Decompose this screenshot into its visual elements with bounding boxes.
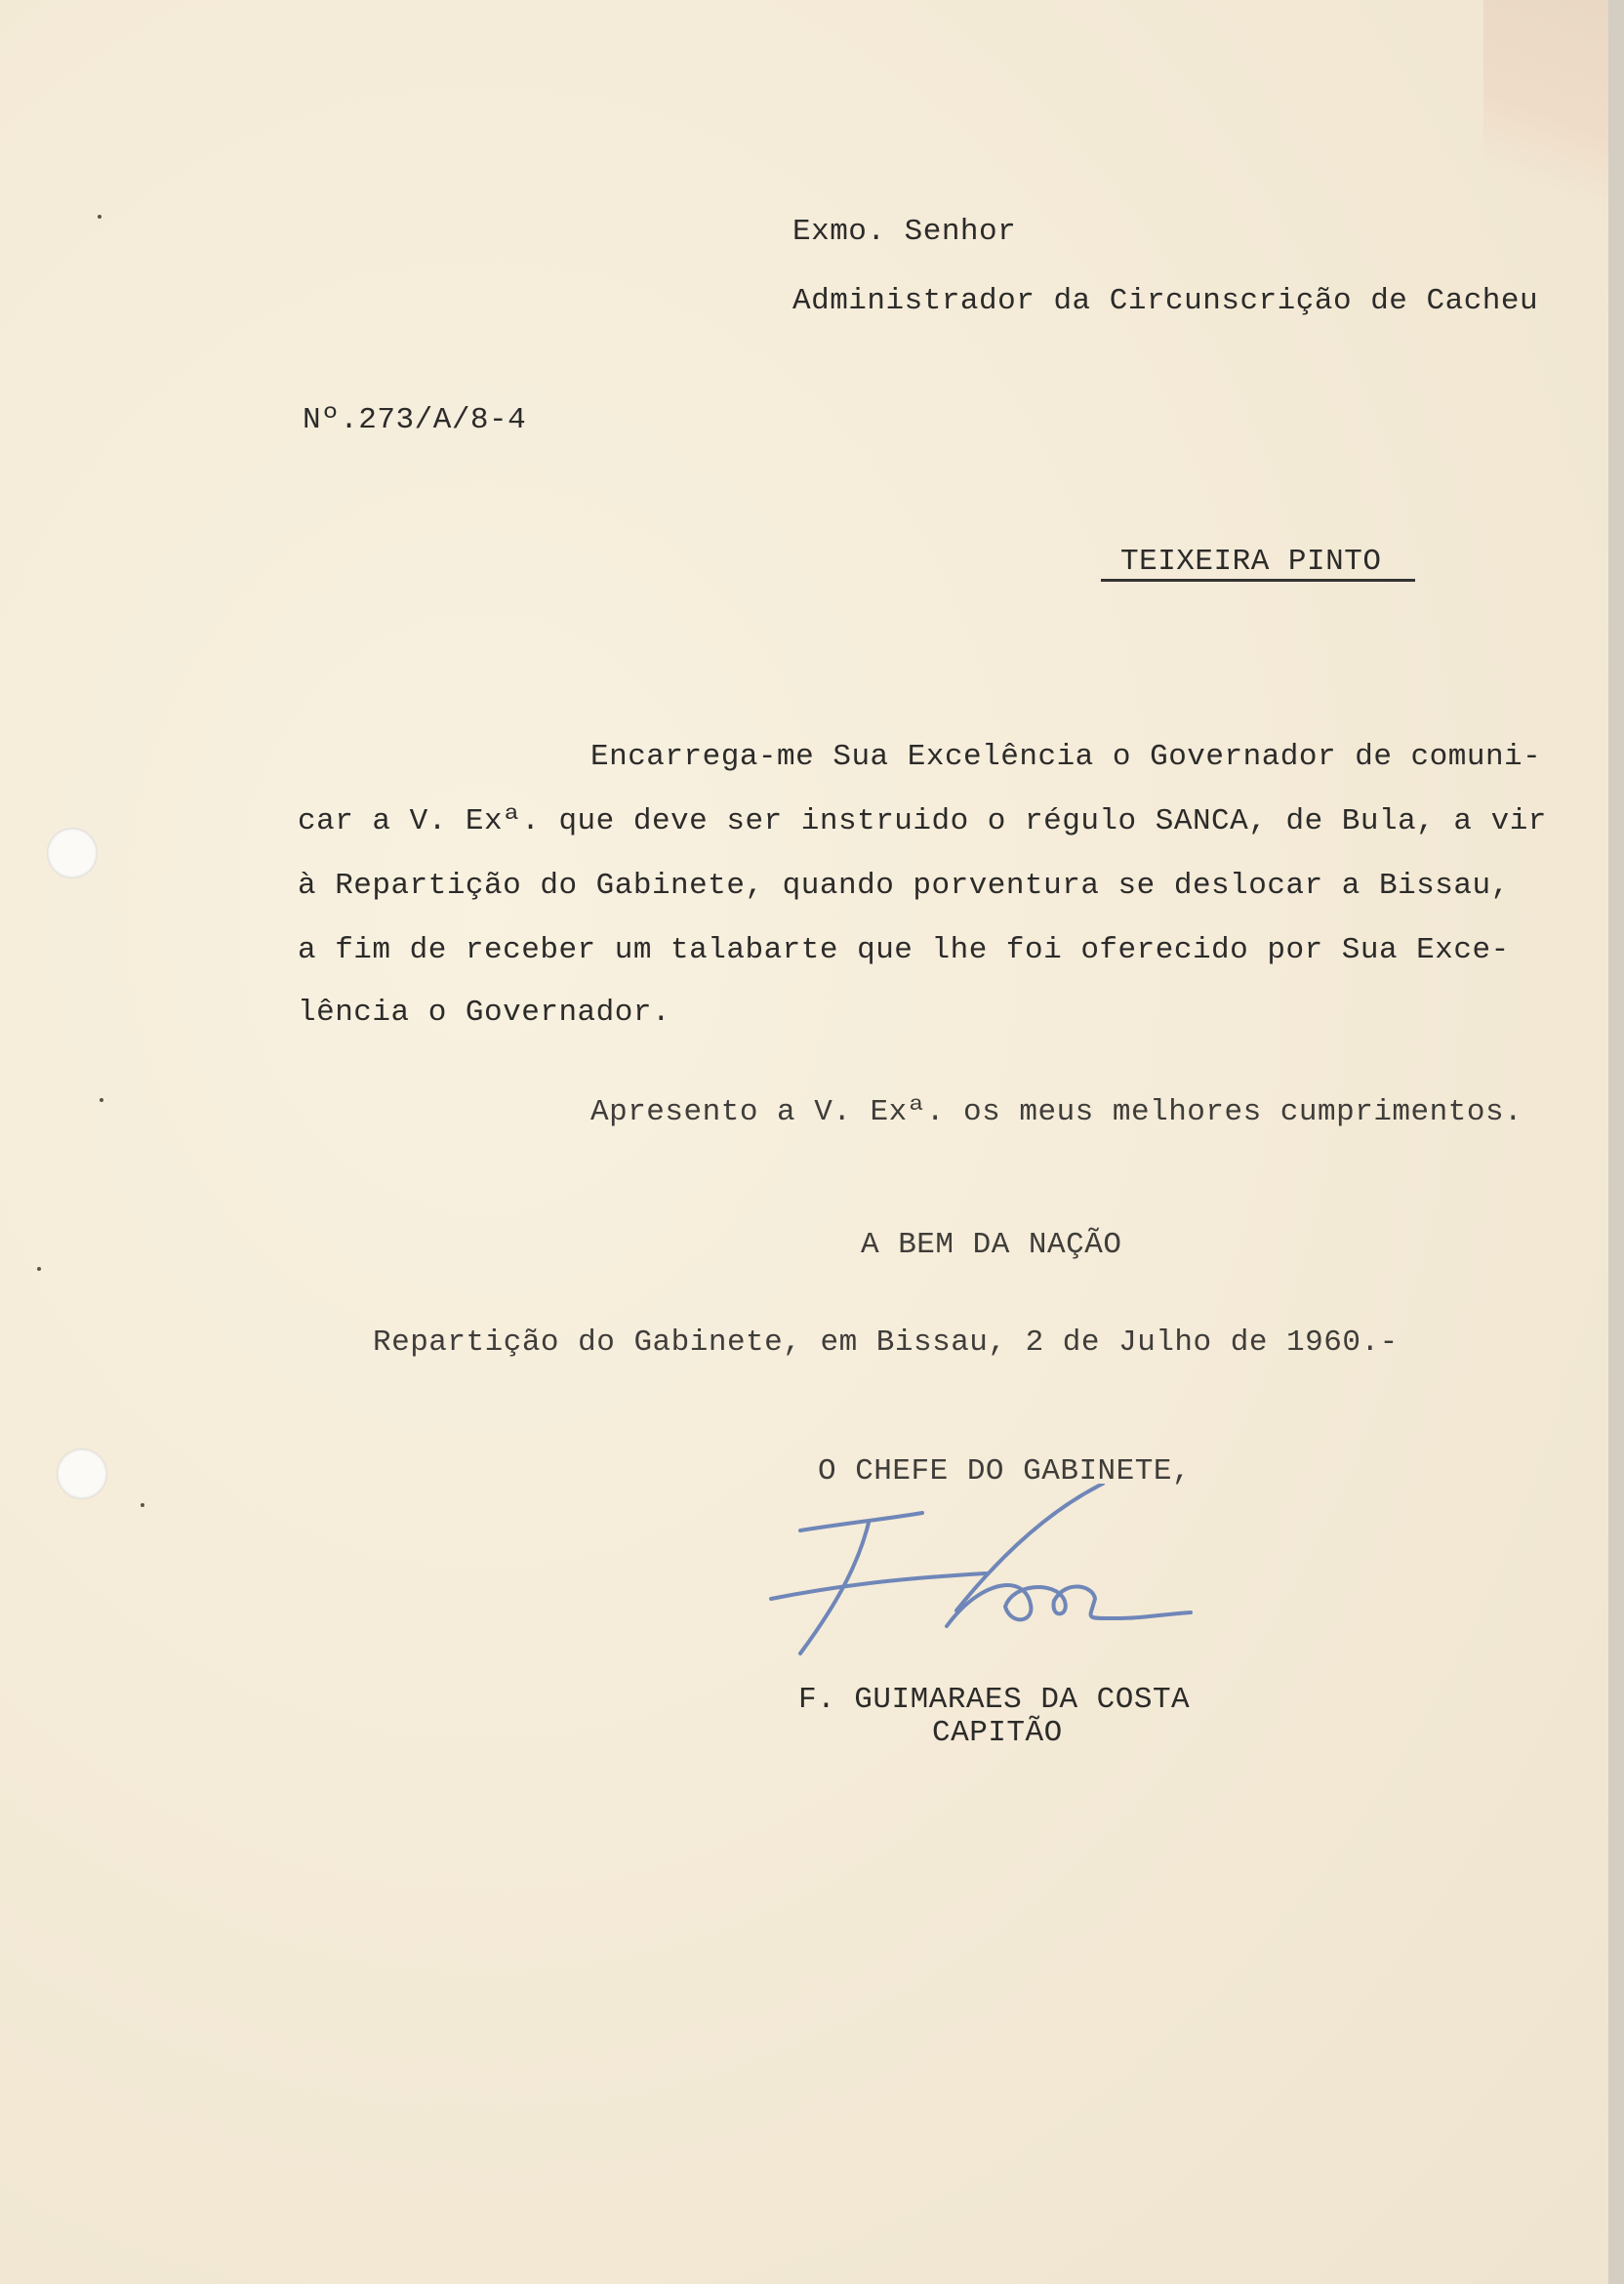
- body-line-4: a fim de receber um talabarte que lhe foi oferecido por Sua Exce-: [298, 933, 1510, 967]
- signatory-title: O CHEFE DO GABINETE,: [818, 1454, 1192, 1489]
- body-line-5: lência o Governador.: [298, 996, 671, 1030]
- punch-hole: [47, 828, 98, 878]
- paper-corner-stain: [1483, 0, 1608, 254]
- body-line-3: à Repartição do Gabinete, quando porventura se deslocar a Bissau,: [298, 869, 1510, 903]
- closing-line: Apresento a V. Exª. os meus melhores cumprimentos.: [590, 1095, 1523, 1129]
- destination-underline: [1101, 579, 1415, 582]
- paper-speck: [37, 1267, 41, 1271]
- body-line-1: Encarrega-me Sua Excelência o Governador de comuni-: [590, 740, 1542, 774]
- scan-edge: [1608, 0, 1624, 2284]
- paper-speck: [141, 1503, 144, 1507]
- punch-hole: [57, 1448, 107, 1499]
- motto: A BEM DA NAÇÃO: [861, 1228, 1122, 1262]
- paper-speck: [100, 1098, 103, 1102]
- handwritten-signature: [761, 1484, 1210, 1659]
- signatory-name: F. GUIMARAES DA COSTA: [798, 1683, 1191, 1717]
- addressee-line-1: Exmo. Senhor: [792, 215, 1017, 249]
- paper-speck: [98, 215, 102, 219]
- destination: TEIXEIRA PINTO: [1120, 545, 1382, 579]
- body-line-2: car a V. Exª. que deve ser instruido o régulo SANCA, de Bula, a vir: [298, 804, 1547, 838]
- reference-number: Nº.273/A/8-4: [303, 403, 527, 437]
- place-date: Repartição do Gabinete, em Bissau, 2 de Julho de 1960.-: [373, 1326, 1399, 1360]
- addressee-line-2: Administrador da Circunscrição de Cacheu: [792, 284, 1539, 318]
- signatory-rank: CAPITÃO: [932, 1716, 1063, 1750]
